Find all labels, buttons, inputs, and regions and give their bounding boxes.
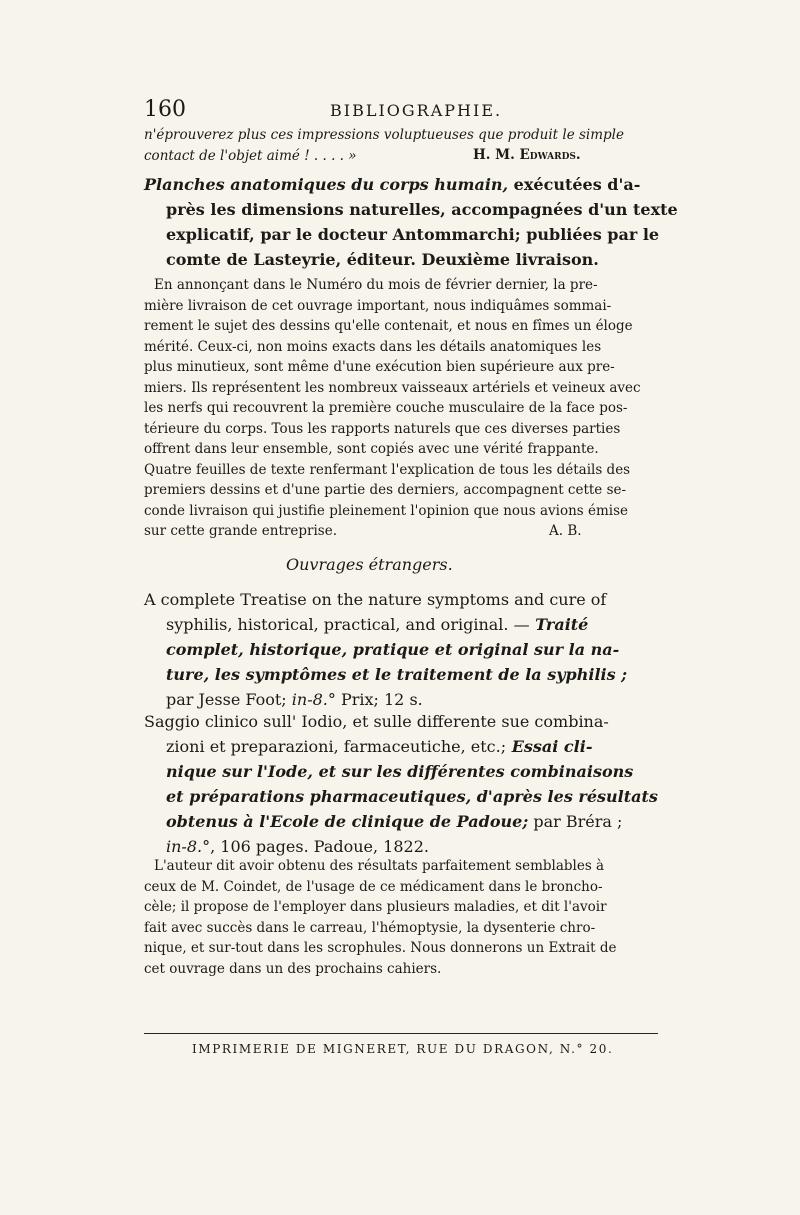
body-line: rement le sujet des dessins qu'elle contenait, et nous en fîmes un éloge [144,318,633,334]
treatise-line-5: par Jesse Foot; in-8.° Prix; 12 s. [166,690,423,709]
quote-line-1: n'éprouverez plus ces impressions voluptueuses que produit le simple [144,127,624,143]
body-line: mérité. Ceux-ci, non moins exacts dans les détails anatomiques les [144,338,602,355]
quote-line-2: contact de l'objet aimé ! . . . . » [144,148,357,164]
body-line: plus minutieux, sont même d'une exécution bien supérieure aux pre- [144,359,615,375]
body-line: Quatre feuilles de texte renfermant l'explication de tous les détails des [144,461,631,478]
body-line-last: cet ouvrage dans un des prochains cahiers. [144,960,442,977]
footer-rule [144,1033,658,1034]
planches-signature: A. B. [549,523,582,539]
saggio-line-4: et préparations pharmaceutiques, d'après les résultats [166,787,658,806]
body-line: conde livraison qui justifie pleinement l'opinion que nous avions émise [144,502,629,519]
running-title: BIBLIOGRAPHIE. [330,101,503,120]
planches-title-line-4: comte de Lasteyrie, éditeur. Deuxième livraison. [166,250,599,269]
saggio-line-2: zioni et preparazioni, farmaceutiche, etc.; Essai cli- [166,737,593,756]
body-line: térieure du corps. Tous les rapports naturels que ces diverses parties [144,420,621,437]
page-header [144,97,664,131]
treatise-line-4: ture, les symptômes et le traitement de la syphilis ; [166,665,628,684]
body-line: L'auteur dit avoir obtenu des résultats parfaitement semblables à [154,858,605,874]
body-line: miers. Ils représentent les nombreux vaisseaux artériels et veineux avec [144,379,641,396]
saggio-line-3: nique sur l'Iode, et sur les différentes combinaisons [166,762,634,781]
body-line: fait avec succès dans le carreau, l'hémoptysie, la dysenterie chro- [144,919,596,936]
body-line: les nerfs qui recouvrent la première couche musculaire de la face pos- [144,400,628,416]
body-line: offrent dans leur ensemble, sont copiés avec une vérité frappante. [144,441,599,457]
quote-signature: H. M. Edwards. [473,147,581,163]
saggio-line-5: obtenus à l'Ecole de clinique de Padoue; par Bréra ; [166,812,623,831]
planches-title-line-3: explicatif, par le docteur Antommarchi; publiées par le [166,225,660,244]
body-line: En annonçant dans le Numéro du mois de février dernier, la pre- [154,277,598,293]
planches-title-line-2: près les dimensions naturelles, accompagnées d'un texte [166,200,678,219]
body-line: cèle; il propose de l'employer dans plusieurs maladies, et dit l'avoir [144,899,607,915]
body-line-last: sur cette grande entreprise. [144,523,337,539]
treatise-line-2: syphilis, historical, practical, and original. — Traité [166,615,589,634]
treatise-line-3: complet, historique, pratique et original sur la na- [166,640,620,659]
planches-title: Planches anatomiques du corps humain, [144,175,509,194]
body-line: nique, et sur-tout dans les scrophules. Nous donnerons un Extrait de [144,940,617,956]
page-number: 160 [144,97,186,122]
saggio-line-1: Saggio clinico sull' Iodio, et sulle differente sue combina- [144,712,609,731]
saggio-line-6: in-8.°, 106 pages. Padoue, 1822. [166,837,429,856]
body-line: ceux de M. Coindet, de l'usage de ce médicament dans le broncho- [144,878,603,895]
section-title: Ouvrages étrangers. [286,555,453,574]
planches-title-line-1: Planches anatomiques du corps humain, exécutées d'a- [144,175,641,194]
body-line: premiers dessins et d'une partie des derniers, accompagnent cette se- [144,482,627,498]
printer-imprint: IMPRIMERIE DE MIGNERET, RUE DU DRAGON, N.° 20. [192,1042,614,1056]
body-line: mière livraison de cet ouvrage important, nous indiquâmes sommai- [144,297,612,314]
treatise-line-1: A complete Treatise on the nature symptoms and cure of [144,590,607,609]
